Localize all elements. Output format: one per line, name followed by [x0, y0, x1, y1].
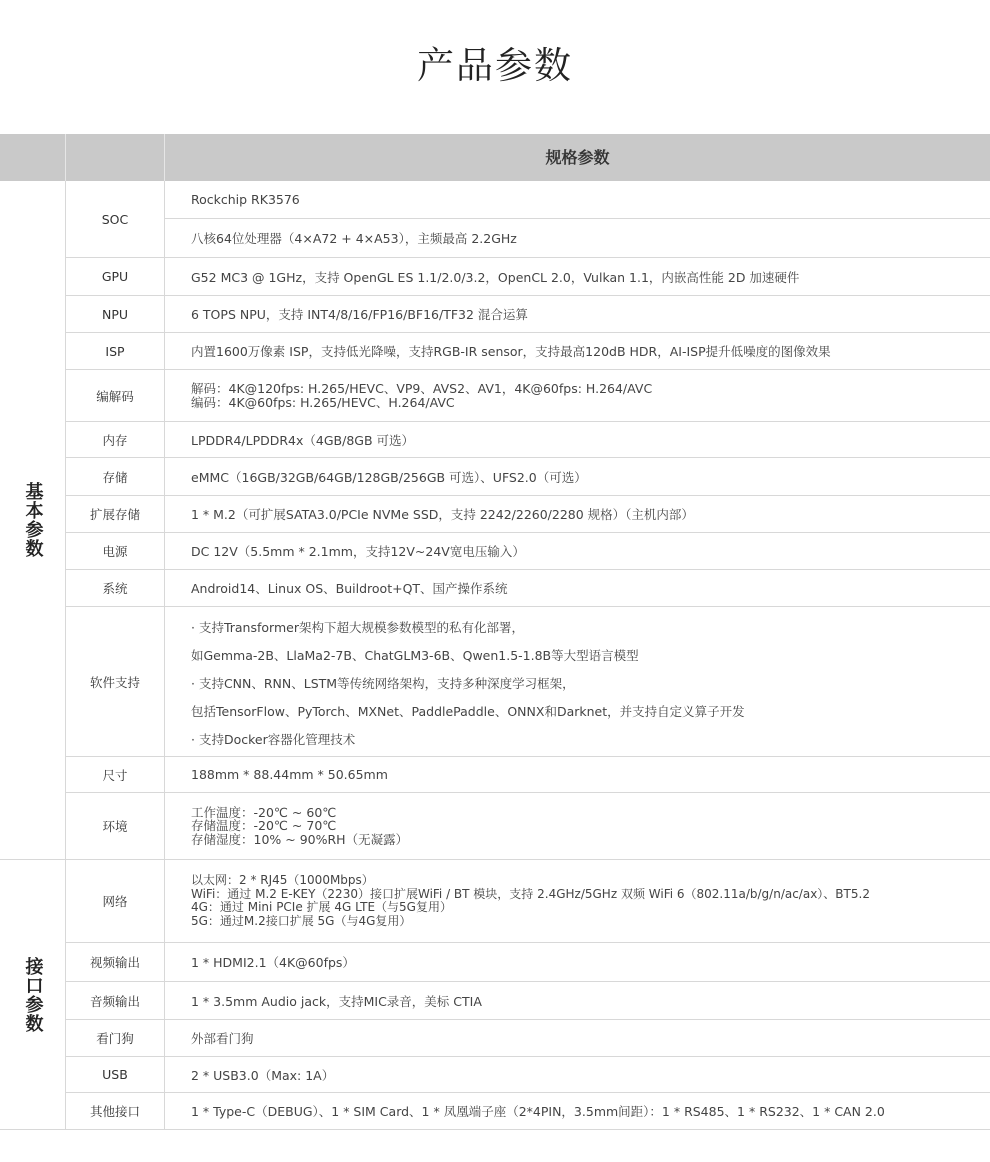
table-bottom-border: [0, 1129, 990, 1130]
row-value-video: 1 * HDMI2.1（4K@60fps）: [191, 955, 355, 970]
row-value-size: 188mm * 88.44mm * 50.65mm: [191, 767, 388, 782]
section-basic: [0, 181, 65, 859]
section-basic-label: 基本参数: [22, 482, 44, 558]
row-label-gpu: GPU: [101, 269, 129, 284]
row-label-watchdog: 看门狗: [96, 1031, 134, 1046]
row-value-usb: 2 * USB3.0（Max: 1A）: [191, 1067, 335, 1083]
env-line: 工作温度：-20℃ ~ 60℃: [191, 804, 337, 820]
section-interface: [0, 860, 65, 1129]
row-value-audio: 1 * 3.5mm Audio jack，支持MIC录音，美标 CTIA: [191, 993, 482, 1009]
row-label-storage: 存储: [102, 469, 128, 485]
software-line: 包括TensorFlow、PyTorch、MXNet、PaddlePaddle、ONNX和Darknet，并支持自定义算子开发: [191, 704, 745, 719]
row-value-software: [191, 607, 981, 756]
row-label-audio: 音频输出: [89, 993, 140, 1009]
row-value-soc-cpu: 八核64位处理器（4×A72 + 4×A53），主频最高 2.2GHz: [191, 231, 517, 246]
row-value-gpu: G52 MC3 @ 1GHz，支持 OpenGL ES 1.1/2.0/3.2，OpenCL 2.0，Vulkan 1.1，内嵌高性能 2D 加速硬件: [191, 269, 800, 285]
env-line: 存储温度：-20℃ ~ 70℃: [191, 818, 337, 834]
row-value-environment: [191, 793, 981, 859]
header-spacer: [0, 134, 66, 181]
section-interface-label: 接口参数: [22, 956, 44, 1033]
software-line: · 支持CNN、RNN、LSTM等传统网络架构，支持多种深度学习框架，: [191, 676, 575, 691]
row-value-ext-storage: 1 * M.2（可扩展SATA3.0/PCIe NVMe SSD，支持 2242/2260/2280 规格）（主机内部）: [191, 507, 694, 522]
codec-decode-line: 解码：4K@120fps: H.265/HEVC、VP9、AVS2、AV1，4K@60fps: H.264/AVC: [191, 381, 653, 396]
row-label-video: 视频输出: [89, 955, 140, 970]
row-label-environment: 环境: [102, 819, 128, 834]
row-value-os: Android14、Linux OS、Buildroot+QT、国产操作系统: [191, 581, 508, 596]
table-header: [0, 134, 990, 181]
table-header-title: 规格参数: [545, 148, 610, 167]
row-value-watchdog: 外部看门狗: [191, 1031, 254, 1046]
row-label-ext-storage: 扩展存储: [89, 507, 140, 522]
row-value-isp: 内置1600万像素 ISP，支持低光降噪，支持RGB-IR sensor，支持最高120dB HDR，AI-ISP提升低噪度的图像效果: [191, 344, 831, 359]
page-title: 产品参数: [417, 44, 573, 87]
row-label-codec: 编解码: [96, 388, 134, 404]
row-label-memory: 内存: [102, 432, 128, 448]
row-label-os: 系统: [102, 581, 128, 596]
column-divider: [164, 181, 165, 1130]
software-line: · 支持Docker容器化管理技术: [191, 732, 356, 747]
row-value-other-interfaces: 1 * Type-C（DEBUG）、1 * SIM Card、1 * 凤凰端子座（2*4PIN，3.5mm间距）：1 * RS485、1 * RS232、1 * CAN 2.0: [191, 1104, 885, 1119]
header-spacer: [65, 134, 165, 181]
network-line: 5G：通过M.2接口扩展 5G（与4G复用）: [191, 913, 412, 928]
software-line: 如Gemma-2B、LlaMa2-7B、ChatGLM3-6B、Qwen1.5-1.8B等大型语言模型: [191, 648, 639, 663]
row-value-power: DC 12V（5.5mm * 2.1mm，支持12V~24V宽电压输入）: [191, 544, 525, 559]
row-label-power: 电源: [102, 544, 128, 559]
row-value-npu: 6 TOPS NPU，支持 INT4/8/16/FP16/BF16/TF32 混合运算: [191, 307, 528, 322]
row-value-network: [191, 860, 981, 942]
row-label-usb: USB: [102, 1067, 128, 1082]
software-line: · 支持Transformer架构下超大规模参数模型的私有化部署，: [191, 620, 524, 635]
row-label-network: 网络: [102, 894, 128, 909]
row-value-memory: LPDDR4/LPDDR4x（4GB/8GB 可选）: [191, 432, 415, 448]
network-line: WiFi：通过 M.2 E-KEY（2230）接口扩展WiFi / BT 模块，支持 2.4GHz/5GHz 双频 WiFi 6（802.11a/b/g/n/ac/ax）、BT5.2: [191, 886, 870, 901]
network-line: 4G：通过 Mini PCIe 扩展 4G LTE（与5G复用）: [191, 900, 452, 914]
network-line: 以太网：2 * RJ45（1000Mbps）: [191, 873, 374, 887]
row-label-soc: SOC: [101, 211, 129, 227]
row-value-storage: eMMC（16GB/32GB/64GB/128GB/256GB 可选）、UFS2.0（可选）: [191, 469, 587, 485]
row-value-codec: [191, 370, 981, 421]
row-value-soc-chip: Rockchip RK3576: [191, 192, 300, 207]
row-label-size: 尺寸: [102, 767, 128, 783]
codec-encode-line: 编码：4K@60fps: H.265/HEVC、H.264/AVC: [191, 394, 455, 410]
row-label-software: 软件支持: [89, 674, 140, 690]
row-label-other-interfaces: 其他接口: [89, 1104, 140, 1119]
row-label-npu: NPU: [101, 306, 129, 322]
row-label-isp: ISP: [105, 343, 125, 359]
env-line: 存储湿度：10% ~ 90%RH（无凝露）: [191, 831, 409, 847]
